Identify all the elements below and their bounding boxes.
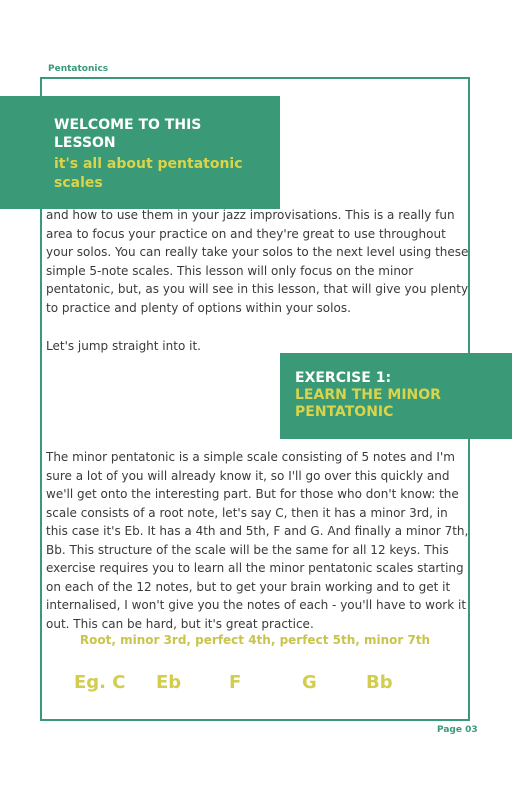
- intro-closing-line: Let's jump straight into it.: [46, 339, 201, 353]
- exercise-subtitle: LEARN THE MINOR PENTATONIC: [295, 387, 441, 420]
- note-fifth: G: [302, 672, 317, 693]
- note-fourth: F: [229, 672, 242, 693]
- exercise-title: EXERCISE 1:: [295, 370, 392, 386]
- note-minor-third: Eb: [156, 672, 182, 693]
- interval-list: Root, minor 3rd, perfect 4th, perfect 5th, minor 7th: [79, 633, 431, 647]
- intro-paragraph: and how to use them in your jazz improvisations. This is a really fun area to focus your practice on and they're great to use throughout your solos. You can really take your solos to the next level using these simple 5-note scales. This lesson will only focus on the minor pentatonic, but, as you will see in this lesson, that will give you plenty to practice and plenty of options within your solos.: [46, 208, 469, 315]
- welcome-subtitle: it's all about pentatonic scales: [54, 156, 243, 191]
- exercise-paragraph: The minor pentatonic is a simple scale consisting of 5 notes and I'm sure a lot of you will already know it, so I'll go over this quickly and we'll get onto the interesting part. But for those who don't know: the scale consists of a root note, let's say C, then it has a minor 3rd, in this case it's Eb. It has a 4th and 5th, F and G. And finally a minor 7th, Bb. This structure of the scale will be the same for all 12 keys. This exercise requires you to learn all the minor pentatonic scales starting on each of the 12 notes, but to get your brain working and to get it internalised, I won't give you the notes of each - you'll have to work it out. This can be hard, but it's great practice.: [46, 450, 469, 631]
- page-number: Page 03: [437, 725, 478, 735]
- note-minor-seventh: Bb: [366, 672, 393, 693]
- section-label: Pentatonics: [48, 64, 109, 74]
- note-root: Eg. C: [74, 672, 126, 693]
- welcome-title: WELCOME TO THIS LESSON: [54, 117, 202, 151]
